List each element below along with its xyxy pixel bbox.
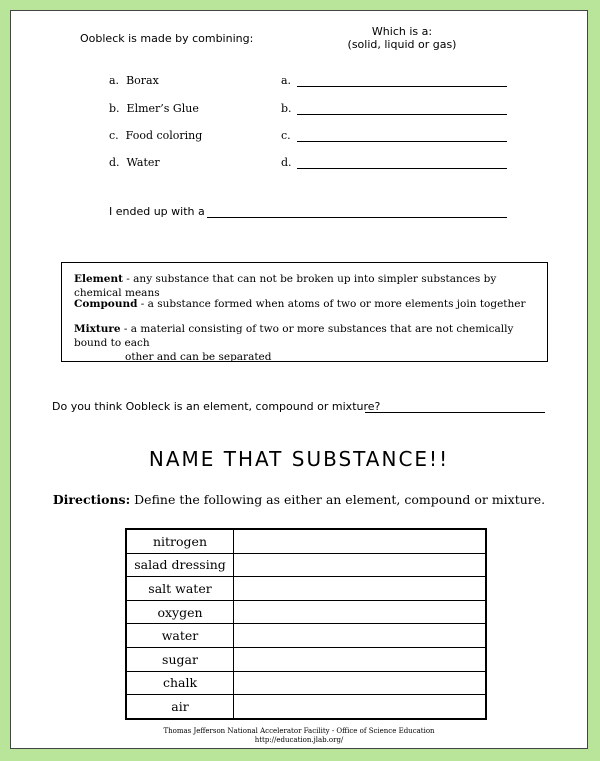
footer-link[interactable]: http://education.jlab.org/ — [254, 736, 344, 744]
definition-mixture: Mixture - a material consisting of two or more substances that are not chemically bound to each other and can be separated — [74, 323, 514, 363]
answer-blank-b[interactable] — [297, 114, 507, 115]
ended-up-label: I ended up with a — [109, 205, 205, 218]
definitions-box — [61, 262, 548, 362]
footer: Thomas Jefferson National Accelerator Facility - Office of Science Education http://education.jlab.org/ — [11, 727, 587, 745]
oobleck-question: Do you think Oobleck is an element, compound or mixture? — [52, 400, 381, 413]
answer-blank-d[interactable] — [297, 168, 507, 169]
substance-name: oxygen — [126, 600, 234, 624]
substance-name: nitrogen — [126, 529, 234, 553]
table-row — [126, 553, 486, 577]
classification-answer-cell[interactable] — [234, 553, 487, 577]
substance-name: sugar — [126, 647, 234, 671]
substance-name: water — [126, 624, 234, 648]
classification-answer-cell[interactable] — [234, 647, 487, 671]
table-row — [126, 624, 486, 648]
substance-name: chalk — [126, 671, 234, 695]
classification-answer-cell[interactable] — [234, 624, 487, 648]
table-row — [126, 529, 486, 553]
table-row — [126, 671, 486, 695]
state-label: Which is a: (solid, liquid or gas) — [347, 25, 457, 51]
question-answer-blank[interactable] — [365, 412, 545, 413]
substance-table — [125, 528, 487, 720]
answer-letter-d: d. — [281, 156, 292, 169]
classification-answer-cell[interactable] — [234, 529, 487, 553]
classification-answer-cell[interactable] — [234, 577, 487, 601]
substance-name: salt water — [126, 577, 234, 601]
answer-letter-c: c. — [281, 129, 291, 142]
page-title: NAME THAT SUBSTANCE!! — [148, 447, 450, 471]
classification-answer-cell[interactable] — [234, 600, 487, 624]
definition-compound: Compound - a substance formed when atoms of two or more elements join together — [74, 298, 526, 310]
answer-blank-a[interactable] — [297, 86, 507, 87]
ingredient-a: a. Borax — [109, 74, 159, 87]
answer-letter-b: b. — [281, 102, 292, 115]
table-row — [126, 577, 486, 601]
ingredient-b: b. Elmer’s Glue — [109, 102, 199, 115]
answer-blank-c[interactable] — [297, 141, 507, 142]
table-row — [126, 695, 486, 719]
ingredient-d: d. Water — [109, 156, 160, 169]
substance-name: air — [126, 695, 234, 719]
directions: Directions: Define the following as either an element, compound or mixture. — [52, 492, 546, 507]
ingredient-c: c. Food coloring — [109, 129, 203, 142]
classification-answer-cell[interactable] — [234, 695, 487, 719]
definition-element: Element - any substance that can not be broken up into simpler substances by chemical means — [74, 273, 497, 299]
table-row — [126, 647, 486, 671]
ended-up-blank[interactable] — [207, 217, 507, 218]
classification-answer-cell[interactable] — [234, 671, 487, 695]
combining-label: Oobleck is made by combining: — [80, 32, 254, 45]
answer-letter-a: a. — [281, 74, 292, 87]
worksheet-page — [10, 10, 588, 749]
table-row — [126, 600, 486, 624]
substance-name: salad dressing — [126, 553, 234, 577]
